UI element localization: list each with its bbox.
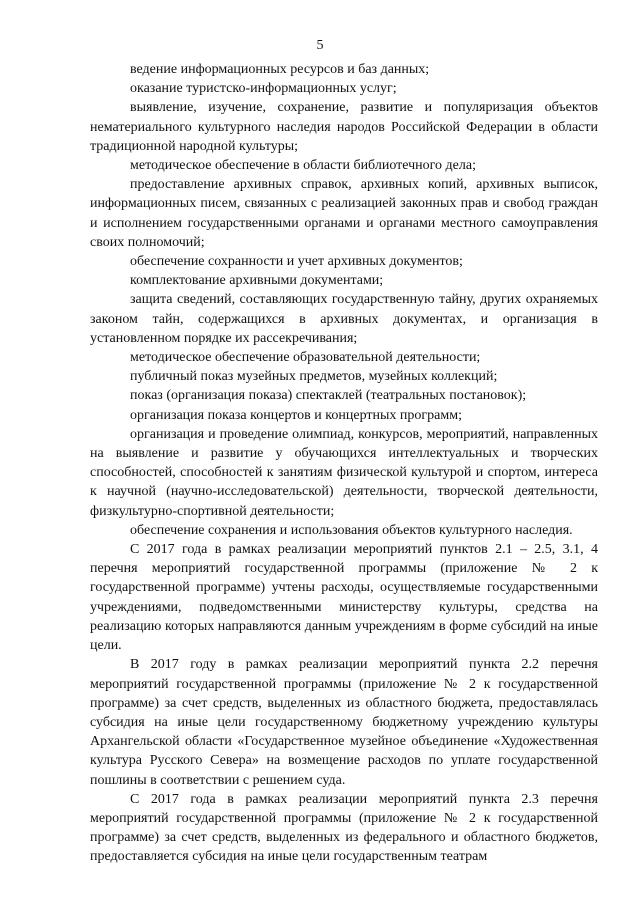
paragraph: защита сведений, составляющих государственную тайну, других охраняемых законом тайн, содержащихся в архивных документах, и организация в установленном порядке их рассекречивания;	[90, 292, 598, 346]
paragraph: методическое обеспечение образовательной деятельности;	[130, 350, 481, 366]
paragraph: С 2017 года в рамках реализации мероприятий пунктов 2.1 – 2.5, 3.1, 4 перечня мероприятий государственной программы (приложение № 2 к государственной программе) учтены расходы, осуществляемые государственными учреждениями, подведомственными министерству культуры, средства на реализацию которых направляются данным учреждениям в форме субсидий на иные цели.	[90, 542, 598, 654]
paragraph: С 2017 года в рамках реализации мероприятий пункта 2.3 перечня мероприятий государственной программы (приложение № 2 к государственной программе) за счет средств, выделенных из федерального и областного бюджетов, предоставляется субсидия на иные цели государственным театрам	[90, 791, 598, 865]
paragraph: предоставление архивных справок, архивных копий, архивных выписок, информационных писем, связанных с реализацией законных прав и свобод граждан и исполнением государственными органами и органами местного самоуправления своих полномочий;	[90, 177, 598, 250]
paragraph: организация и проведение олимпиад, конкурсов, мероприятий, направленных на выявление и развитие у обучающихся интеллектуальных и творческих способностей, способностей к занятиям физической культурой и спортом, интереса к научной (научно-исследовательской) деятельности, творческой деятельности, физкультурно-спортивной деятельности;	[90, 426, 598, 519]
page-number: 5	[316, 38, 324, 53]
paragraph: организация показа концертов и концертных программ;	[130, 407, 462, 423]
paragraph: ведение информационных ресурсов и баз данных;	[130, 62, 430, 77]
paragraph: оказание туристско-информационных услуг;	[130, 81, 397, 97]
paragraph: публичный показ музейных предметов, музейных коллекций;	[130, 369, 498, 385]
paragraph: показ (организация показа) спектаклей (театральных постановок);	[130, 388, 527, 404]
paragraph: выявление, изучение, сохранение, развитие и популяризация объектов нематериального культурного наследия народов Российской Федерации в области традиционной народной культуры;	[90, 100, 598, 154]
paragraph: комплектование архивными документами;	[130, 273, 384, 289]
paragraph: обеспечение сохранности и учет архивных документов;	[130, 254, 463, 270]
document-body	[90, 60, 598, 867]
paragraph: В 2017 году в рамках реализации мероприятий пункта 2.2 перечня мероприятий государственной программы (приложение № 2 к государственной программе) за счет средств, выделенных из областного бюджета, предоставлялась субсидия на иные цели государственному бюджетному учреждению культуры Архангельской области «Государственное музейное объединение «Художественная культура Русского Севера» на возмещение расходов по уплате государственной пошлины в соответствии с решением суда.	[90, 657, 598, 788]
paragraph: методическое обеспечение в области библиотечного дела;	[130, 158, 476, 174]
paragraph: обеспечение сохранения и использования объектов культурного наследия.	[130, 522, 573, 538]
